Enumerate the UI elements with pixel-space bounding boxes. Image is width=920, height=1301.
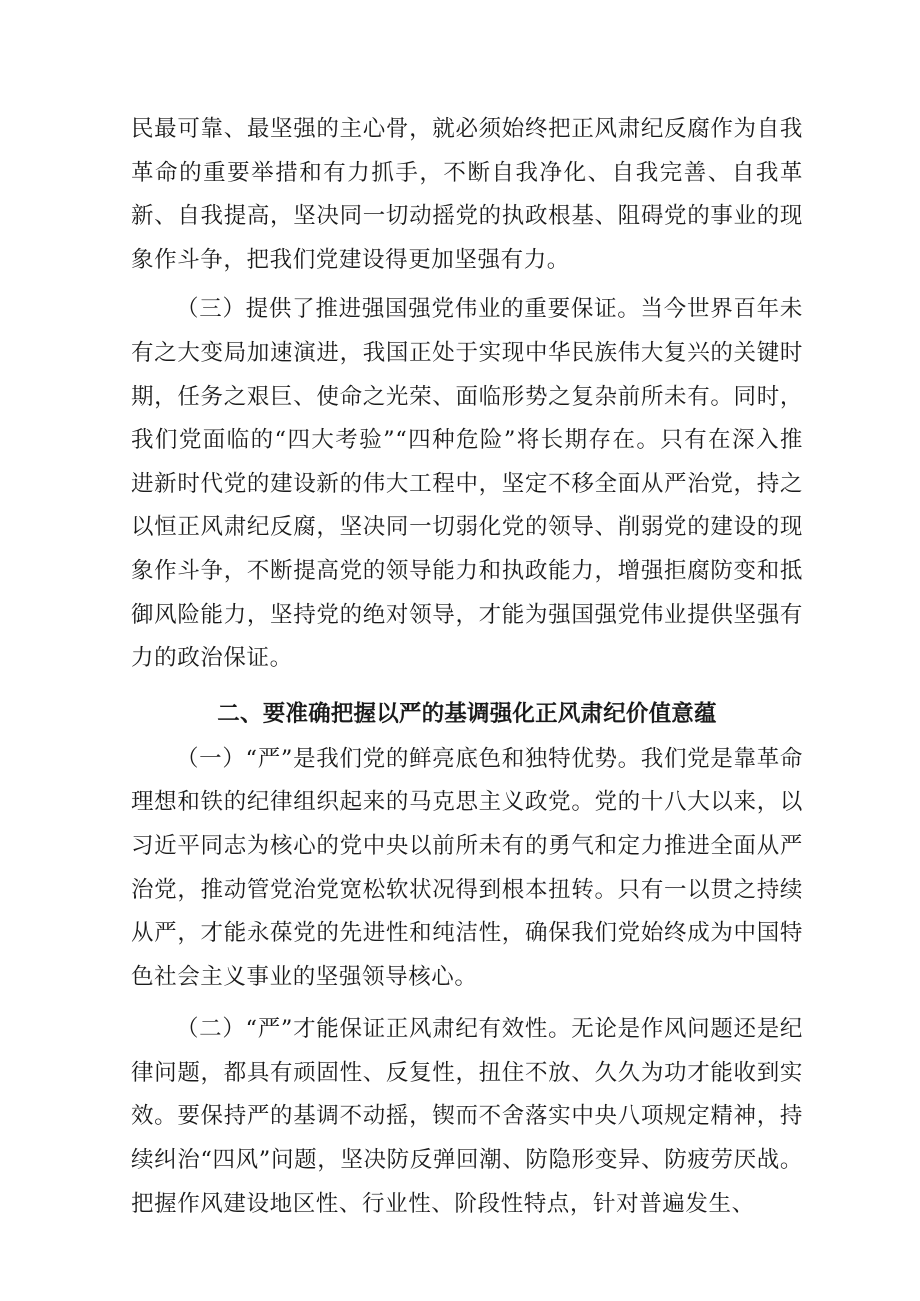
paragraph-continuation: 民最可靠、最坚强的主心骨，就必须始终把正风肃纪反腐作为自我革命的重要举措和有力抓手，不断自我净化、自我完善、自我革新、自我提高，坚决同一切动摇党的执政根基、阻碍党的事业的现象作斗争，把我们党建设得更加坚强有力。 (131, 116, 803, 273)
paragraph-gap (131, 999, 803, 1008)
document-body (131, 108, 803, 1226)
paragraph-gap (131, 681, 803, 690)
paragraph-subsection-two: （二）“严”才能保证正风肃纪有效性。无论是作风问题还是纪律问题，都具有顽固性、反复性，扭住不放、久久为功才能收到实效。要保持严的基调不动摇，锲而不舍落实中央八项规定精神，持续纠治“四风”问题，坚决防反弹回潮、防隐形变异、防疲劳厌战。把握作风建设地区性、行业性、阶段性特点，针对普遍发生、 (131, 1016, 803, 1217)
paragraph-subsection-one: （一）“严”是我们党的鲜亮底色和独特优势。我们党是靠革命理想和铁的纪律组织起来的马克思主义政党。党的十八大以来，以习近平同志为核心的党中央以前所未有的勇气和定力推进全面从严治党，推动管党治党宽松软状况得到根本扭转。只有一以贯之持续从严，才能永葆党的先进性和纯洁性，确保我们党始终成为中国特色社会主义事业的坚强领导核心。 (131, 745, 803, 990)
paragraph-section-three: （三）提供了推进强国强党伟业的重要保证。当今世界百年未有之大变局加速演进，我国正处于实现中华民族伟大复兴的关键时期，任务之艰巨、使命之光荣、面临形势之复杂前所未有。同时，我们党面临的“四大考验”“四种危险”将长期存在。只有在深入推进新时代党的建设新的伟大工程中，坚定不移全面从严治党，持之以恒正风肃纪反腐，坚决同一切弱化党的领导、削弱党的建设的现象作斗争，不断提高党的领导能力和执政能力，增强拒腐防变和抵御风险能力，坚持党的绝对领导，才能为强国强党伟业提供坚强有力的政治保证。 (131, 296, 803, 672)
section-heading-two: 二、要准确把握以严的基调强化正风肃纪价值意蕴 (217, 700, 717, 727)
